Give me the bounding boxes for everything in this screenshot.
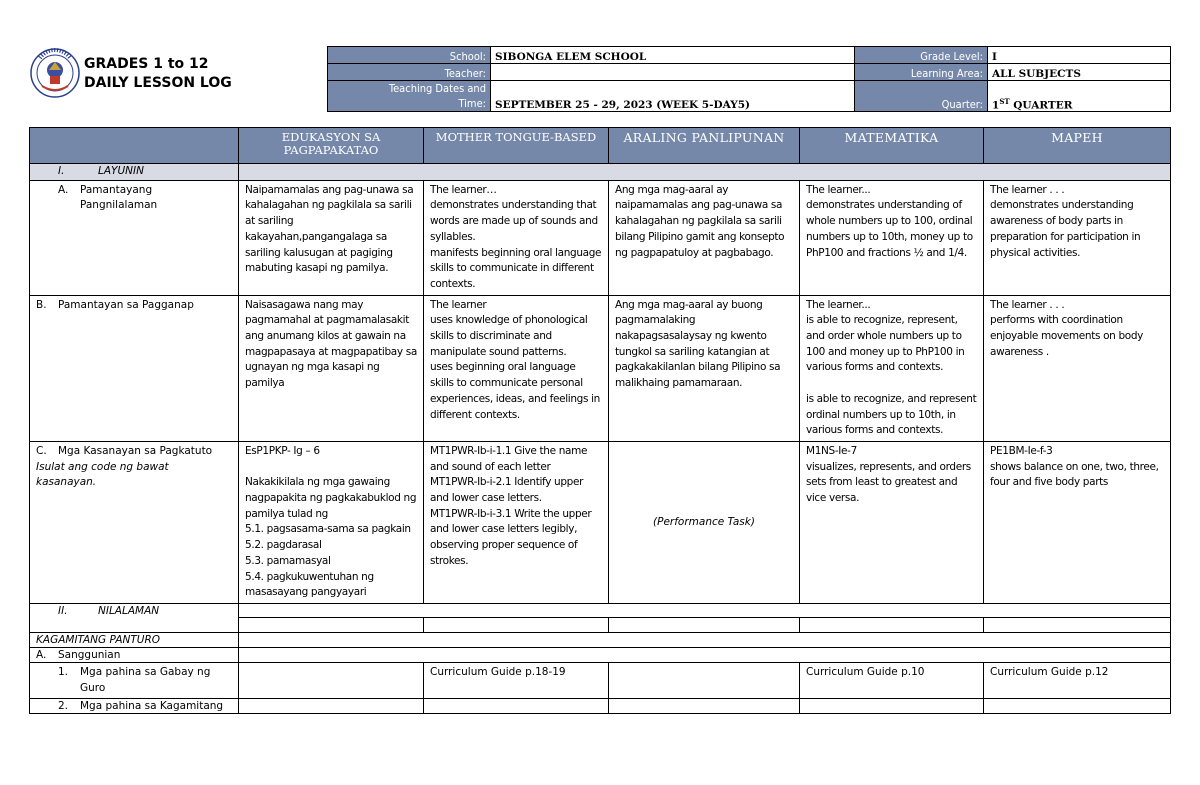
table-cell: M1NS-Ie-7 visualizes, represents, and orders sets from least to greatest and vice versa. bbox=[800, 441, 984, 603]
deped-seal-icon bbox=[30, 46, 80, 100]
header-info-table bbox=[327, 46, 1171, 112]
document-title bbox=[84, 55, 232, 93]
table-cell: Naisasagawa nang may pagmamahal at pagmamalasakit ang anumang kilos at gawain na magpapasaya at magpapatibay sa ugnayan ng mga kasapi ng pamilya bbox=[239, 295, 424, 441]
table-cell: The learner uses knowledge of phonological skills to discriminate and manipulate sound patterns. uses beginning oral language skills to communicate personal experiences, ideas, and feelings in different contexts. bbox=[424, 295, 609, 441]
table-row-gabay-ng-guro bbox=[30, 662, 1171, 698]
table-cell-empty bbox=[239, 699, 424, 714]
quarter-value: 1ST QUARTER bbox=[988, 81, 1171, 112]
row-label-pamantayang-pangnilalaman: A. Pamantayang Pangnilalaman bbox=[30, 180, 239, 295]
learning-area-label: Learning Area: bbox=[855, 64, 988, 81]
column-header-row bbox=[30, 128, 1171, 164]
row-label-gabay-ng-guro: 1. Mga pahina sa Gabay ng Guro bbox=[30, 662, 239, 698]
row-label-mga-kasanayan: C. Mga Kasanayan sa Pagkatuto Isulat ang code ng bawat kasanayan. bbox=[30, 441, 239, 603]
table-cell-empty bbox=[239, 632, 1171, 647]
table-cell-empty bbox=[984, 617, 1171, 632]
table-row-pamantayan-sa-pagganap bbox=[30, 295, 1171, 441]
table-cell: Curriculum Guide p.18-19 bbox=[424, 662, 609, 698]
table-cell-empty bbox=[424, 617, 609, 632]
table-cell: EsP1PKP- Ig – 6 Nakakikilala ng mga gawaing nagpapakita ng pagkakabuklod ng pamilya tulad ng 5.1. pagsasama-sama sa pagkain 5.2. pagdarasal 5.3. pamamasyal 5.4. pagkukuwentuhan ng masasayang pangyayari bbox=[239, 441, 424, 603]
learning-area-value: ALL SUBJECTS bbox=[988, 64, 1171, 81]
table-cell: Ang mga mag-aaral ay buong pagmamalaking nakapagsasalaysay ng kwento tungkol sa sariling katangian at pagkakakilanlan bilang Pilipino sa malikhaing pamamaraan. bbox=[609, 295, 800, 441]
table-cell: Curriculum Guide p.10 bbox=[800, 662, 984, 698]
teacher-label: Teacher: bbox=[328, 64, 491, 81]
row-label-nilalaman: II. NILALAMAN bbox=[30, 603, 239, 632]
row-label-pamantayan-sa-pagganap: B. Pamantayan sa Pagganap bbox=[30, 295, 239, 441]
table-cell: Curriculum Guide p.12 bbox=[984, 662, 1171, 698]
section-fill bbox=[239, 164, 1171, 181]
table-cell-empty bbox=[239, 603, 1171, 617]
table-cell: MT1PWR-Ib-i-1.1 Give the name and sound of each letter MT1PWR-Ib-i-2.1 Identify upper and lower case letters. MT1PWR-Ib-i-3.1 Write the upper and lower case letters legibly, observing proper sequence of strokes. bbox=[424, 441, 609, 603]
teaching-dates-value: SEPTEMBER 25 - 29, 2023 (WEEK 5-DAY5) bbox=[491, 81, 855, 112]
row-label-kagamitang: 2. Mga pahina sa Kagamitang bbox=[30, 699, 239, 714]
table-cell: PE1BM-Ie-f-3 shows balance on one, two, three, four and five body parts bbox=[984, 441, 1171, 603]
table-cell bbox=[239, 662, 424, 698]
table-cell: The learner... demonstrates understanding of whole numbers up to 100, ordinal numbers up to 10th, money up to PhP100 and fractions ½ and 1/4. bbox=[800, 180, 984, 295]
table-cell-empty bbox=[984, 699, 1171, 714]
table-cell-empty bbox=[609, 617, 800, 632]
table-cell: The learner . . . performs with coordination enjoyable movements on body awareness . bbox=[984, 295, 1171, 441]
table-cell: The learner… demonstrates understanding that words are made up of sounds and syllables. manifests beginning oral language skills to communicate in different contexts. bbox=[424, 180, 609, 295]
table-row-nilalaman bbox=[30, 603, 1171, 617]
quarter-label: Quarter: bbox=[855, 81, 988, 112]
table-cell-empty bbox=[800, 617, 984, 632]
column-header-blank bbox=[30, 128, 239, 164]
row-label-sanggunian: A. Sanggunian bbox=[30, 647, 239, 662]
column-header-math: MATEMATIKA bbox=[800, 128, 984, 164]
table-row-pamantayang-pangnilalaman bbox=[30, 180, 1171, 295]
row-label-kagamitang-panturo: KAGAMITANG PANTURO bbox=[30, 632, 239, 647]
performance-task-cell: (Performance Task) bbox=[609, 441, 800, 603]
table-cell: The learner... is able to recognize, represent, and order whole numbers up to 100 and money up to PhP100 in various forms and contexts. is able to recognize, and represent ordinal numbers up to 10th, in various forms and contexts. bbox=[800, 295, 984, 441]
table-cell-empty bbox=[424, 699, 609, 714]
table-row-sanggunian bbox=[30, 647, 1171, 662]
teacher-value bbox=[491, 64, 855, 81]
column-header-mapeh: MAPEH bbox=[984, 128, 1171, 164]
table-cell: Ang mga mag-aaral ay naipamamalas ang pag-unawa sa kahalagahan ng pagkilala sa sarili bilang Pilipino gamit ang konsepto ng pagpapatuloy at pagbabago. bbox=[609, 180, 800, 295]
table-row-mga-kasanayan bbox=[30, 441, 1171, 603]
table-cell: The learner . . . demonstrates understanding awareness of body parts in preparation for participation in physical activities. bbox=[984, 180, 1171, 295]
grade-level-label: Grade Level: bbox=[855, 47, 988, 64]
table-row-kagamitang-panturo bbox=[30, 632, 1171, 647]
title-line-1: GRADES 1 to 12 bbox=[84, 56, 209, 72]
lesson-log-table bbox=[29, 127, 1171, 714]
table-cell-empty bbox=[609, 699, 800, 714]
table-cell bbox=[609, 662, 800, 698]
table-row-kagamitang bbox=[30, 699, 1171, 714]
column-header-ap: ARALING PANLIPUNAN bbox=[609, 128, 800, 164]
school-label: School: bbox=[328, 47, 491, 64]
section-label-layunin: I. LAYUNIN bbox=[30, 164, 239, 181]
column-header-esp: EDUKASYON SA PAGPAPAKATAO bbox=[239, 128, 424, 164]
title-line-2: DAILY LESSON LOG bbox=[84, 75, 232, 91]
grade-level-value: I bbox=[988, 47, 1171, 64]
table-cell: Naipamamalas ang pag-unawa sa kahalagahan ng pagkilala sa sarili at sariling kakayahan,pangangalaga sa sariling kalusugan at pagiging mabuting kasapi ng pamilya. bbox=[239, 180, 424, 295]
section-row-layunin bbox=[30, 164, 1171, 181]
table-cell-empty bbox=[239, 617, 424, 632]
column-header-mtb: MOTHER TONGUE-BASED bbox=[424, 128, 609, 164]
row-sublabel: Isulat ang code ng bawat kasanayan. bbox=[36, 460, 169, 489]
table-cell-empty bbox=[800, 699, 984, 714]
table-cell-empty bbox=[239, 647, 1171, 662]
teaching-dates-label: Teaching Dates and Time: bbox=[328, 81, 491, 112]
school-value: SIBONGA ELEM SCHOOL bbox=[491, 47, 855, 64]
